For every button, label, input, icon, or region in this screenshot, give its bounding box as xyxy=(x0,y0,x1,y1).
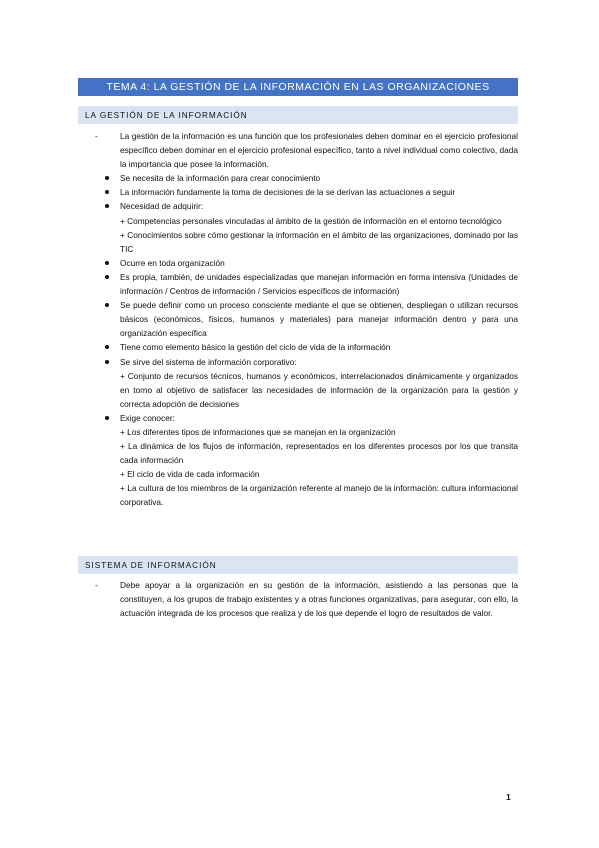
document-title: TEMA 4: LA GESTIÓN DE LA INFORMACIÓN EN LAS ORGANIZACIONES xyxy=(78,78,518,96)
list-item: Tiene como elemento básico la gestión del ciclo de vida de la información xyxy=(78,340,518,354)
sub-item: + La cultura de los miembros de la organización referente al manejo de la información: cultura informacional corporativa. xyxy=(120,483,518,508)
intro-paragraph xyxy=(78,129,518,171)
bullet-list xyxy=(78,171,518,509)
bullet-icon xyxy=(105,261,109,265)
section-body-gestion xyxy=(78,129,518,510)
list-item: La información fundamente la toma de decisiones de la se derivan las actuaciones a seguir xyxy=(78,185,518,199)
intro-paragraph xyxy=(78,578,518,620)
sub-item: + La dinámica de los flujos de información, representados en los diferentes procesos por los que transita cada información xyxy=(120,441,518,466)
sub-item: + El ciclo de vida de cada información xyxy=(120,469,260,480)
list-item: Es propia, también, de unidades especializadas que manejan información en forma intensiva (Unidades de información / Centros de información / Servicios específicos de información) xyxy=(78,270,518,298)
bullet-icon xyxy=(105,303,109,307)
intro-text: Debe apoyar a la organización en su gestión de la información, asistiendo a las personas que la constituyen, a los grupos de trabajo existentes y a otras funciones organizativas, para asegurar, con ello, la actuación integrada de los procesos que realiza y de los que depende el logro de resultados de valor. xyxy=(120,580,518,619)
sub-item: + Competencias personales vinculadas al ámbito de la gestión de información en el entorno tecnológico xyxy=(120,215,502,226)
list-item: Se sirve del sistema de información corporativo: + Conjunto de recursos técnicos, humanos y económicos, interrelacionados dinámicamente y organizados en torno al objetivo de satisfacer las necesidades de información de la organización para la gestión y correcta adopción de decisiones xyxy=(78,355,518,411)
section-body-sistema xyxy=(78,578,518,620)
section-heading-sistema: SISTEMA DE INFORMACIÓN xyxy=(78,556,518,574)
bullet-icon xyxy=(105,176,109,180)
sub-item: + Conocimientos sobre cómo gestionar la información en el ámbito de las organizaciones, dominado por las TIC xyxy=(120,229,518,254)
list-item: Se necesita de la información para crear conocimiento xyxy=(78,171,518,185)
dash-marker: - xyxy=(95,131,98,141)
list-item: Se puede definir como un proceso consciente mediante el que se obtienen, despliegan o utilizan recursos básicos (económicos, físicos, humanos y materiales) para manejar información dentro y para una organización específica xyxy=(78,298,518,340)
list-item: Ocurre en toda organización xyxy=(78,256,518,270)
bullet-icon xyxy=(105,345,109,349)
list-item: Necesidad de adquirir: + Competencias personales vinculadas al ámbito de la gestión de información en el entorno tecnológico + Conocimientos sobre cómo gestionar la información en el ámbito de las organizaciones, dominado por las TIC xyxy=(78,199,518,255)
bullet-icon xyxy=(105,360,109,364)
page-number: 1 xyxy=(506,792,511,802)
bullet-icon xyxy=(105,275,109,279)
bullet-icon xyxy=(105,416,109,420)
list-item: Exige conocer: + Los diferentes tipos de informaciones que se manejan en la organización + La dinámica de los flujos de información, representados en los diferentes procesos por los que transita cada información + El ciclo de vida de cada información + La cultura de los miembros de la organización referente al manejo de la información: cultura informacional corporativa. xyxy=(78,411,518,510)
dash-marker: - xyxy=(95,580,98,590)
bullet-icon xyxy=(105,204,109,208)
sub-item: + Conjunto de recursos técnicos, humanos y económicos, interrelacionados dinámicamente y organizados en torno al objetivo de satisfacer las necesidades de información de la organización para la gestión y correcta adopción de decisiones xyxy=(120,370,518,409)
bullet-icon xyxy=(105,190,109,194)
section-heading-gestion: LA GESTIÓN DE LA INFORMACIÓN xyxy=(78,106,518,124)
intro-text: La gestión de la información es una función que los profesionales deben dominar en el ejercicio profesional específico deben dominar en el ejercicio profesional específico, tanto a nivel individual como colectivo, dada la importancia que posee la información. xyxy=(120,131,518,170)
sub-item: + Los diferentes tipos de informaciones que se manejan en la organización xyxy=(120,426,396,437)
